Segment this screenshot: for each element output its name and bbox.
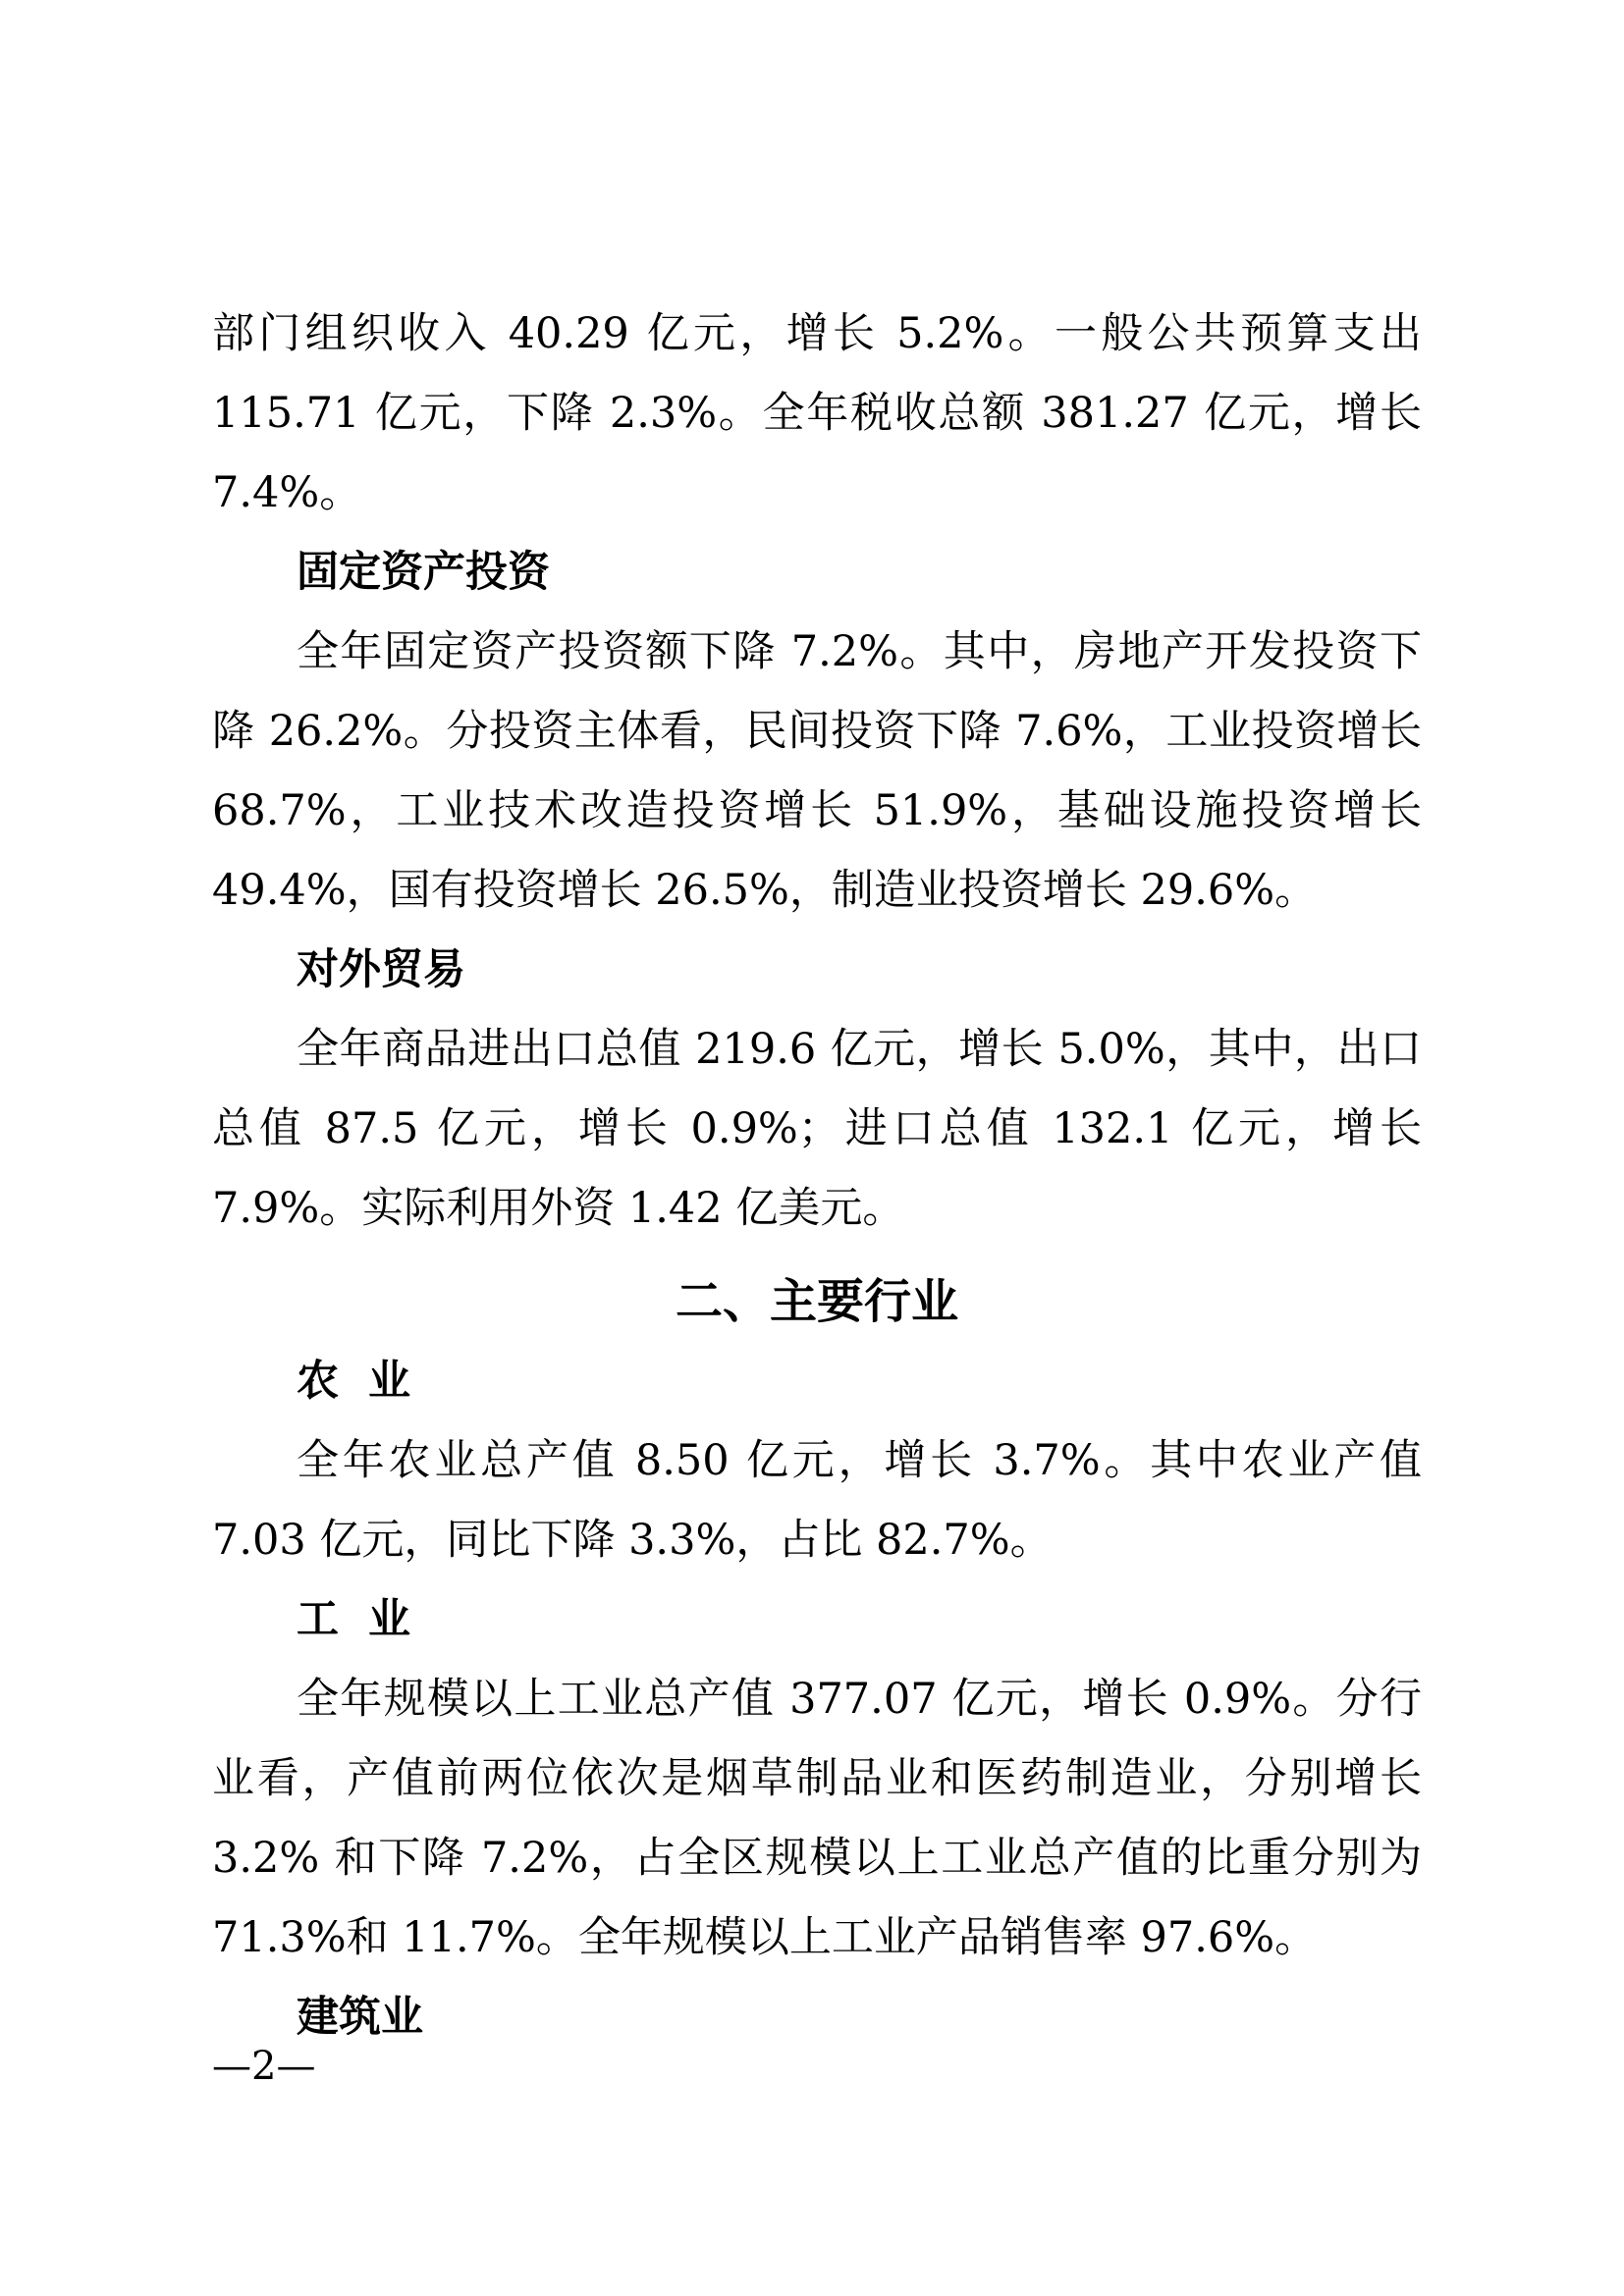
construction-heading: 建筑业 — [297, 1993, 423, 2042]
revenue-paragraph: 部门组织收入 40.29 亿元，增长 5.2%。一般公共预算支出 115.71 亿元，下降 2.3%。全年税收总额 381.27 亿元，增长 7.4%。 — [212, 309, 1422, 517]
chapter-title: 二、主要行业 — [675, 1274, 958, 1329]
agriculture-paragraph: 全年农业总产值 8.50 亿元，增长 3.7%。其中农业产值 7.03 亿元，同比下降 3.3%，占比 82.7%。 — [212, 1436, 1422, 1565]
page-number: —2— — [212, 2044, 316, 2089]
industry-paragraph: 全年规模以上工业总产值 377.07 亿元，增长 0.9%。分行业看，产值前两位依次是烟草制品业和医药制造业，分别增长 3.2% 和下降 7.2%，占全区规模以上工业总产值的比重分别为 71.3%和 11.7%。全年规模以上工业产品销售率 97.6%。 — [212, 1675, 1422, 1962]
fixed-assets-heading: 固定资产投资 — [297, 548, 550, 597]
document-body — [212, 294, 1422, 2057]
foreign-trade-heading: 对外贸易 — [297, 945, 465, 994]
fixed-assets-paragraph: 全年固定资产投资额下降 7.2%。其中，房地产开发投资下降 26.2%。分投资主体看，民间投资下降 7.6%，工业投资增长 68.7%，工业技术改造投资增长 51.9%，基础设施投资增长 49.4%，国有投资增长 26.5%，制造业投资增长 29.6%。 — [212, 627, 1422, 915]
foreign-trade-paragraph: 全年商品进出口总值 219.6 亿元，增长 5.0%，其中，出口总值 87.5 亿元，增长 0.9%；进口总值 132.1 亿元，增长 7.9%。实际利用外资 1.42 亿美元。 — [212, 1025, 1422, 1233]
agriculture-heading: 农 业 — [297, 1357, 410, 1406]
industry-heading: 工 业 — [297, 1595, 410, 1644]
